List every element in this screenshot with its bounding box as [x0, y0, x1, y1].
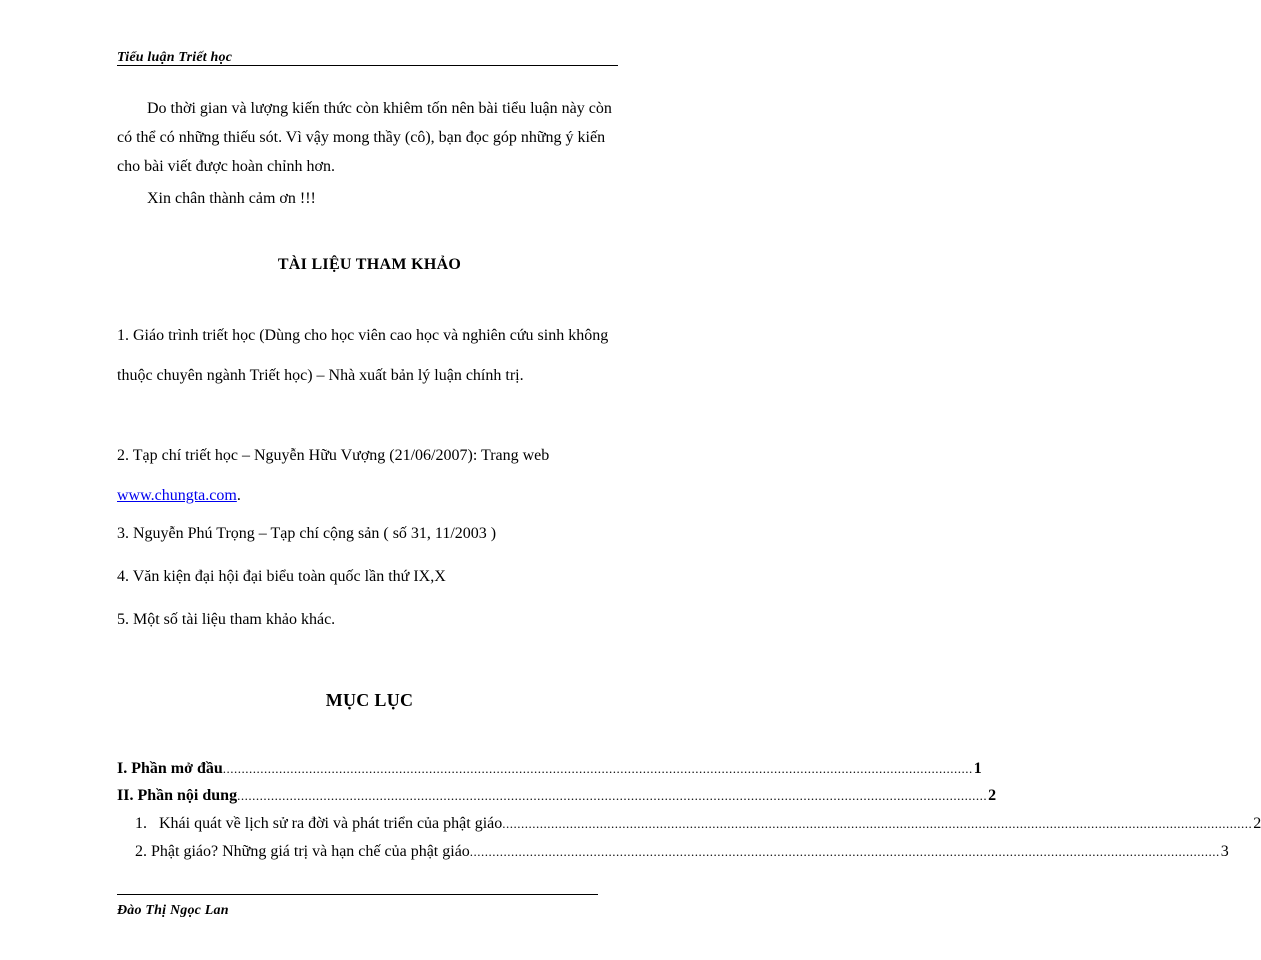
- toc-entry-label: Phật giáo? Những giá trị và hạn chế của phật giáo: [151, 843, 470, 860]
- toc-entry-label: Khái quát về lịch sử ra đời và phát triển của phật giáo: [159, 815, 503, 832]
- reference-item: 5. Một số tài liệu tham khảo khác.: [117, 611, 336, 628]
- toc-entry: [117, 815, 1261, 837]
- toc-entry: [117, 787, 997, 809]
- reference-item: 4. Văn kiện đại hội đại biểu toàn quốc lần thứ IX,X: [117, 568, 446, 585]
- toc-dot-leader: ........................................................................................................................................................................................................: [237, 788, 988, 803]
- toc-heading: MỤC LỤC: [325, 690, 414, 710]
- toc-entry-label: II. Phần nội dung: [117, 787, 238, 804]
- toc-entry-page: 1: [973, 760, 982, 777]
- toc-entry: [117, 843, 1229, 865]
- reference-suffix: .: [236, 487, 241, 504]
- toc-dot-leader: ........................................................................................................................................................................................................: [502, 816, 1253, 831]
- header-rule: [117, 65, 618, 66]
- reference-link[interactable]: www.chungta.com: [117, 487, 237, 504]
- references-heading: TÀI LIỆU THAM KHẢO: [277, 256, 462, 273]
- toc-entry: [117, 760, 982, 782]
- toc-entry-page: 2: [1253, 815, 1261, 832]
- reference-item: [117, 436, 617, 516]
- toc-entry-number: 2.: [135, 843, 151, 860]
- page-header: Tiểu luận Triết học: [117, 50, 233, 65]
- page-footer-author: Đào Thị Ngọc Lan: [117, 903, 229, 918]
- toc-dot-leader: ........................................................................................................................................................................................................: [222, 761, 973, 776]
- reference-item: 1. Giáo trình triết học (Dùng cho học viên cao học và nghiên cứu sinh không thuộc chuyên ngành Triết học) – Nhà xuất bản lý luận chính trị.: [117, 327, 609, 384]
- footer-rule: [117, 894, 598, 895]
- toc-entry-page: 3: [1220, 843, 1229, 860]
- thanks-line: Xin chân thành cảm ơn !!!: [147, 190, 316, 207]
- closing-paragraph: Do thời gian và lượng kiến thức còn khiêm tốn nên bài tiểu luận này còn có thể có những thiếu sót. Vì vậy mong thầy (cô), bạn đọc góp những ý kiến cho bài viết được hoàn chỉnh hơn.: [117, 100, 612, 175]
- reference-text: 2. Tạp chí triết học – Nguyễn Hữu Vượng (21/06/2007): Trang web: [117, 447, 550, 464]
- toc-entry-number: 1.: [135, 815, 159, 832]
- toc-dot-leader: ........................................................................................................................................................................................................: [469, 844, 1220, 859]
- reference-item: 3. Nguyễn Phú Trọng – Tạp chí cộng sản ( số 31, 11/2003 ): [117, 525, 497, 542]
- toc-entry-label: I. Phần mở đầu: [117, 760, 223, 777]
- toc-entry-page: 2: [988, 787, 997, 804]
